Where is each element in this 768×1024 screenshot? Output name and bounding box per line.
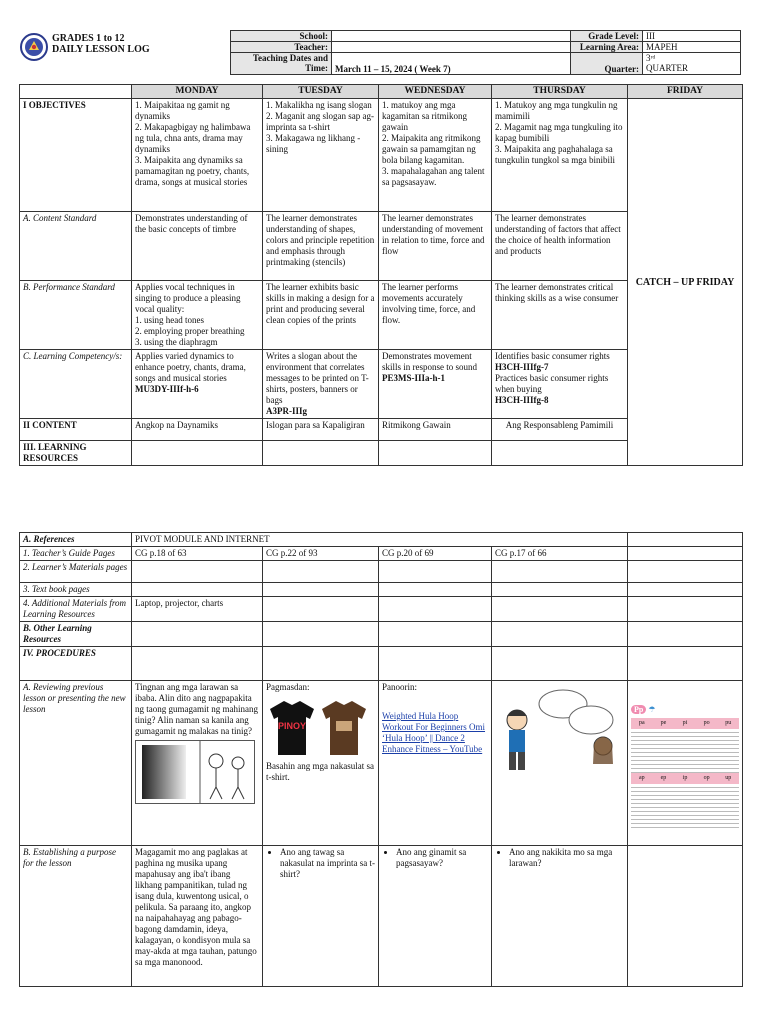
hula-hoop-video-link[interactable]: Weighted Hula Hoop Workout For Beginners Omi ‘Hula Hoop’ || Dance 2 Enhance Fitness – YouTube [382, 711, 486, 754]
competency-mon: Applies varied dynamics to enhance poetry, chants, drama, songs and musical stories [135, 351, 246, 383]
day-monday: MONDAY [132, 85, 263, 99]
reviewing-label: A. Reviewing previous lesson or presenting the new lesson [20, 681, 132, 846]
reviewing-tue: Pagmasdan: [266, 682, 310, 692]
teacher-guide-tue: CG p.22 of 93 [263, 547, 379, 561]
content-wed: Ritmikong Gawain [379, 419, 492, 441]
competencies-label: C. Learning Competency/s: [20, 350, 132, 419]
establishing-mon: Magagamit mo ang paglakas at paghina ng musika upang mapahusay ang iba't ibang likhang pampanitikan, tulad ng isang dula, kuwentong usical, o pelikula. Sa paraang ito, angkop na naipahahayag ang pabago-bagong damdamin, ideya, kalagayan, o kondisyon mula sa may-akda at mga tauhan, patungo sa mga manonood. [132, 846, 263, 987]
tshirt-print-text: PINOY [277, 721, 307, 731]
competency-thu-2: Practices basic consumer rights when buying [495, 373, 609, 394]
chart-col-up: up [717, 773, 739, 784]
competency-code-thu-2: H3CH-IIIfg-8 [495, 395, 549, 405]
chart-col-ap: ap [631, 773, 653, 784]
content-standard-label: A. Content Standard [20, 212, 132, 281]
textbook-label: 3. Text book pages [20, 583, 132, 597]
school-value [332, 31, 571, 42]
teacher-value [332, 42, 571, 53]
references-label: A. References [20, 533, 132, 547]
chart-rows-upper [631, 729, 739, 773]
additional-materials-mon: Laptop, projector, charts [132, 597, 263, 622]
content-standard-mon: Demonstrates understanding of the basic concepts of timbre [132, 212, 263, 281]
teacher-guide-thu: CG p.17 of 66 [492, 547, 628, 561]
content-thu: Ang Responsableng Pamimili [492, 419, 628, 441]
objectives-mon: 1. Maipakitaa ng gamit ng dynamiks 2. Makapagbigay ng halimbawa ng tula, chna ants, drama may dynamiks 3. Maipakita ang dynamiks sa pamamagitan ng poetry, chants, drama, songs at musical stories [132, 99, 263, 212]
reviewing-mon: Tingnan ang mga larawan sa ibaba. Alin dito ang nagpapakita ng taong gumagamit ng mahinang tinig? Alin naman sa kanila ang gumagamit ng malakas na tinig? [135, 682, 258, 736]
competency-tue: Writes a slogan about the environment that correlates messages to be printed on T-shirts, posters, banners or bags [266, 351, 369, 405]
additional-materials-label: 4. Additional Materials from Learning Resources [20, 597, 132, 622]
performance-standard-tue: The learner exhibits basic skills in making a design for a print and producing several clean copies of the prints [263, 281, 379, 350]
doc-title: GRADES 1 to 12 [52, 33, 125, 44]
chart-col-pu: pu [717, 718, 739, 729]
performance-standard-thu: The learner demonstrates critical thinking skills as a wise consumer [492, 281, 628, 350]
competency-wed: Demonstrates movement skills in response to sound [382, 351, 478, 372]
chart-col-pi: pi [674, 718, 696, 729]
objectives-table [19, 84, 743, 466]
syllable-chart-title: Pp [631, 705, 646, 714]
resources-procedures-table [19, 532, 743, 987]
header-info-left [230, 30, 571, 75]
reviewing-tue-after: Basahin ang mga nakasulat sa t-shirt. [266, 761, 374, 782]
quarter-label: Quarter: [571, 53, 643, 75]
other-resources-label: B. Other Learning Resources [20, 622, 132, 647]
quarter-value-2: QUARTER [646, 63, 688, 73]
establishing-label: B. Establishing a purpose for the lesson [20, 846, 132, 987]
school-label: School: [231, 31, 332, 42]
chart-col-ep: ep [653, 773, 675, 784]
competency-thu-1: Identifies basic consumer rights [495, 351, 610, 361]
references-value: PIVOT MODULE AND INTERNET [132, 533, 628, 547]
procedures-label: IV. PROCEDURES [20, 647, 132, 681]
competency-code-mon: MU3DY-IIIf-h-6 [135, 384, 199, 394]
chart-col-op: op [696, 773, 718, 784]
learner-materials-label: 2. Learner’s Materials pages [20, 561, 132, 583]
friday-note: CATCH – UP FRIDAY [628, 99, 743, 466]
area-label: Learning Area: [571, 42, 643, 53]
competency-code-wed: PE3MS-IIIa-h-1 [382, 373, 446, 383]
grade-label: Grade Level: [571, 31, 643, 42]
syllable-chart [631, 704, 739, 830]
content-standard-tue: The learner demonstrates understanding of shapes, colors and principle repetition and emphasis through printmaking (stencils) [263, 212, 379, 281]
teacher-guide-label: 1. Teacher’s Guide Pages [20, 547, 132, 561]
day-thursday: THURSDAY [492, 85, 628, 99]
content-standard-thu: The learner demonstrates understanding of factors that affect the choice of health information and products [492, 212, 628, 281]
establishing-thu: • Ano ang nakikita mo sa mga larawan? [509, 847, 624, 869]
competency-code-thu-1: H3CH-IIIfg-7 [495, 362, 549, 372]
chart-col-po: po [696, 718, 718, 729]
content-mon: Angkop na Daynamiks [132, 419, 263, 441]
quarter-value-1: 3ʳᵈ [646, 53, 656, 63]
dates-label-1: Teaching Dates and [252, 53, 328, 63]
objectives-label: I OBJECTIVES [20, 99, 132, 212]
area-value: MAPEH [643, 42, 741, 53]
content-tue: Islogan para sa Kapaligiran [263, 419, 379, 441]
content-standard-wed: The learner demonstrates understanding of movement in relation to time, force and flow [379, 212, 492, 281]
performance-standard-label: B. Performance Standard [20, 281, 132, 350]
grade-value: III [643, 31, 741, 42]
teacher-guide-mon: CG p.18 of 63 [132, 547, 263, 561]
dates-label-2: Time: [305, 63, 328, 73]
performance-standard-wed: The learner performs movements accurately involving time, force, and flow. [379, 281, 492, 350]
tshirt-images [266, 697, 375, 757]
deped-seal [20, 31, 48, 63]
day-friday: FRIDAY [628, 85, 743, 99]
reviewing-wed: Panoorin: [382, 682, 417, 692]
umbrella-icon: ☂ [648, 705, 656, 714]
objectives-tue: 1. Makalikha ng isang slogan 2. Maganit ang slogan sap ag-imprinta sa t-shirt 3. Makagawa ng likhang - sining [263, 99, 379, 212]
learning-resources-label: III. LEARNING RESOURCES [20, 441, 132, 466]
objectives-thu: 1. Matukoy ang mga tungkulin ng mamimili 2. Magamit nag mga tungkuling ito kapag bumibili 3. Maipakita ang paghahalaga sa tungkulin tungkol sa mga binibili [492, 99, 628, 212]
teacher-label: Teacher: [231, 42, 332, 53]
establishing-wed: • Ano ang ginamit sa pagsasayaw? [396, 847, 488, 869]
day-wednesday: WEDNESDAY [379, 85, 492, 99]
dates-value: March 11 – 15, 2024 ( Week 7) [332, 53, 571, 75]
establishing-tue: • Ano ang tawag sa nakasulat na imprinta sa t-shirt? [280, 847, 375, 880]
voice-illustration [135, 740, 255, 804]
chart-col-pa: pa [631, 718, 653, 729]
chart-col-pe: pe [653, 718, 675, 729]
day-tuesday: TUESDAY [263, 85, 379, 99]
objectives-wed: 1. matukoy ang mga kagamitan sa ritmikong gawain 2. Maipakita ang ritmikong gawain sa pamamgitan ng bola bilang kagamitan. 3. mapahalagahan ang talent sa pagsasayaw. [379, 99, 492, 212]
performance-standard-mon: Applies vocal techniques in singing to produce a pleasing vocal quality: 1. using head tones 2. employing proper breathing 3. using the diaphragm [132, 281, 263, 350]
chart-col-ip: ip [674, 773, 696, 784]
teacher-guide-wed: CG p.20 of 69 [379, 547, 492, 561]
header-info-right [570, 30, 741, 75]
chart-rows-lower [631, 784, 739, 830]
content-label: II CONTENT [20, 419, 132, 441]
doc-subtitle: DAILY LESSON LOG [52, 44, 150, 55]
competency-code-tue: A3PR-IIIg [266, 406, 308, 416]
shopping-illustration [495, 686, 624, 776]
